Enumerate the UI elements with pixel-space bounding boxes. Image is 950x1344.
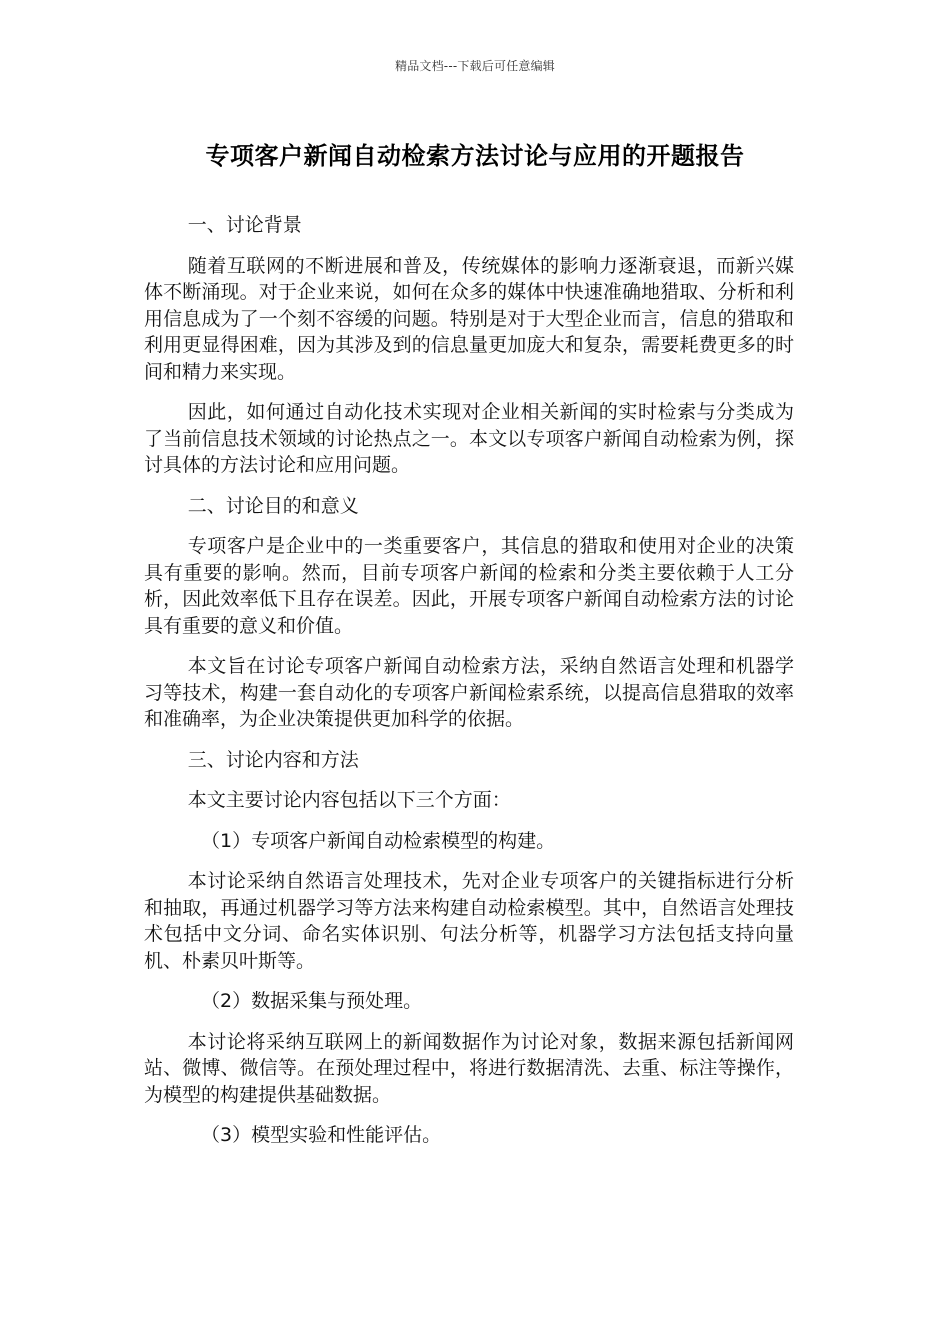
document-title: 专项客户新闻自动检索方法讨论与应用的开题报告 (205, 142, 745, 170)
paragraph: 随着互联网的不断进展和普及，传统媒体的影响力逐渐衰退，而新兴媒体不断涌现。对于企业来说，如何在众多的媒体中快速准确地猎取、分析和利用信息成为了一个刻不容缓的问题。特别是对于大型企业而言，信息的猎取和利用更显得困难，因为其涉及到的信息量更加庞大和复杂，需要耗费更多的时间和精力来实现。 (144, 254, 794, 383)
page-header: 精品文档---下载后可任意编辑 (395, 59, 555, 73)
sub-heading: （3）模型实验和性能评估。 (201, 1124, 442, 1146)
sub-heading: （2）数据采集与预处理。 (201, 990, 423, 1012)
sub-heading: （1）专项客户新闻自动检索模型的构建。 (201, 829, 556, 852)
section-heading: 三、讨论内容和方法 (187, 748, 359, 771)
paragraph: 本文主要讨论内容包括以下三个方面： (187, 789, 511, 811)
paragraph: 因此，如何通过自动化技术实现对企业相关新闻的实时检索与分类成为了当前信息技术领域的讨论热点之一。本文以专项客户新闻自动检索为例，探讨具体的方法讨论和应用问题。 (144, 401, 794, 476)
document-body (144, 212, 794, 1163)
section-heading: 二、讨论目的和意义 (187, 494, 359, 517)
paragraph: 专项客户是企业中的一类重要客户，其信息的猎取和使用对企业的决策具有重要的影响。然而，目前专项客户新闻的检索和分类主要依赖于人工分析，因此效率低下且存在误差。因此，开展专项客户新闻自动检索方法的讨论具有重要的意义和价值。 (144, 535, 794, 637)
paragraph: 本讨论将采纳互联网上的新闻数据作为讨论对象，数据来源包括新闻网站、微博、微信等。在预处理过程中，将进行数据清洗、去重、标注等操作，为模型的构建提供基础数据。 (144, 1030, 794, 1106)
paragraph: 本讨论采纳自然语言处理技术，先对企业专项客户的关键指标进行分析和抽取，再通过机器学习等方法来构建自动检索模型。其中，自然语言处理技术包括中文分词、命名实体识别、句法分析等，机器学习方法包括支持向量机、朴素贝叶斯等。 (144, 870, 794, 972)
paragraph: 本文旨在讨论专项客户新闻自动检索方法，采纳自然语言处理和机器学习等技术，构建一套自动化的专项客户新闻检索系统，以提高信息猎取的效率和准确率，为企业决策提供更加科学的依据。 (144, 655, 794, 730)
section-heading: 一、讨论背景 (187, 214, 302, 236)
